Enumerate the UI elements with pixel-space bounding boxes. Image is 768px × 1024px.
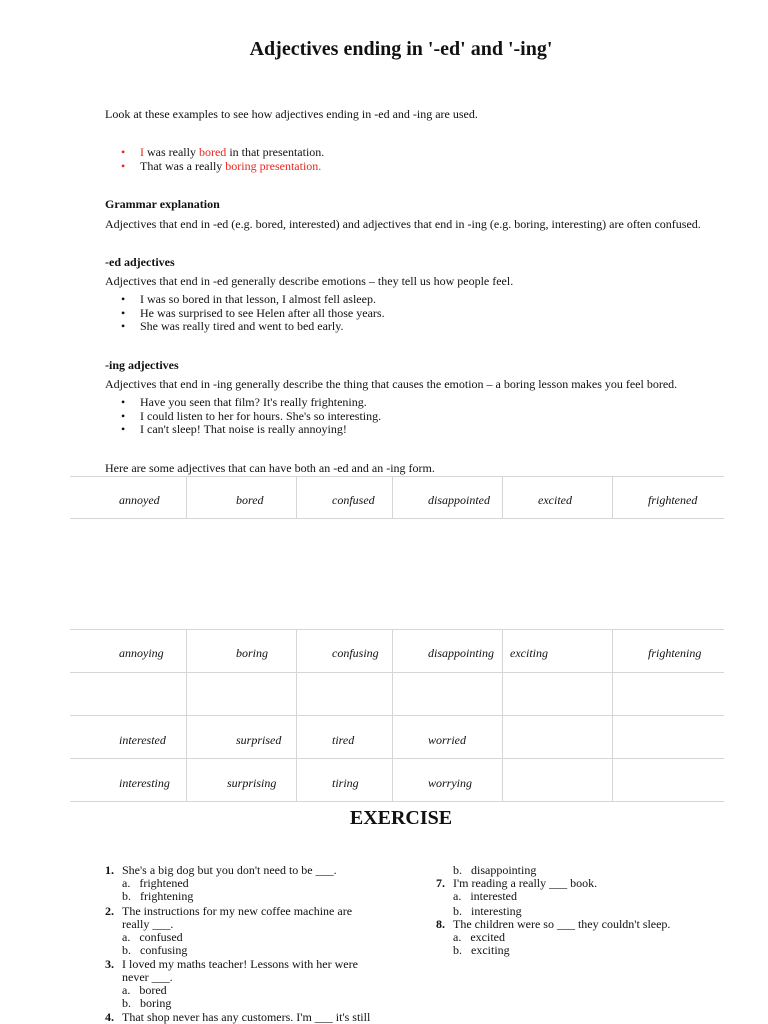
page-title: Adjectives ending in '-ed' and '-ing': [249, 38, 553, 60]
question-8: 8. The children were so ___ they couldn't sleep.: [436, 917, 671, 931]
table-cell: boring: [236, 646, 269, 660]
table-cell: frightened: [648, 493, 698, 507]
table-cell: worrying: [428, 776, 473, 790]
highlighted-word: boring presentation.: [225, 158, 322, 173]
table-cell: exciting: [510, 646, 548, 660]
example-list: [105, 146, 324, 173]
exercise-title: EXERCISE: [349, 807, 453, 829]
ing-heading: -ing adjectives: [105, 358, 179, 372]
highlighted-word: I: [140, 145, 144, 159]
question-1-option-b[interactable]: b. frightening: [122, 889, 194, 903]
question-3-option-a[interactable]: a. bored: [122, 983, 167, 997]
grammar-text: Adjectives that end in -ed (e.g. bored, interested) and adjectives that end in -ing (e.g. boring, interesting) are often confused.: [105, 217, 701, 231]
list-item: • I could listen to her for hours. She's so interesting.: [121, 408, 382, 423]
highlighted-word: bored: [198, 145, 227, 159]
question-2-option-a[interactable]: a. confused: [122, 930, 183, 944]
intro-text: Look at these examples to see how adjectives ending in -ed and -ing are used.: [105, 107, 478, 121]
question-2: 2. The instructions for my new coffee machine are really ___.: [105, 904, 353, 931]
ed-examples: [105, 293, 385, 334]
sentence-text: in that presentation.: [226, 145, 325, 159]
question-1: 1. She's a big dog but you don't need to be ___.: [105, 863, 337, 877]
question-8-option-a[interactable]: a. excited: [453, 930, 505, 944]
question-7-option-a[interactable]: a. interested: [453, 889, 517, 903]
table-cell: tired: [332, 733, 355, 747]
table-cell: worried: [428, 733, 467, 747]
question-7-option-b[interactable]: b. interesting: [453, 904, 522, 918]
list-item: • I can't sleep! That noise is really annoying!: [121, 422, 347, 436]
sentence-text: was really: [144, 145, 199, 159]
ed-heading: -ed adjectives: [105, 255, 175, 269]
table-cell: bored: [236, 493, 264, 507]
sentence-text: That was a really: [140, 158, 226, 173]
table-cell: frightening: [648, 646, 702, 660]
list-item: • She was really tired and went to bed early.: [121, 319, 344, 333]
question-7: 7. I'm reading a really ___ book.: [436, 876, 598, 890]
example-item: • That was a really boring presentation.: [121, 158, 322, 173]
table-cell: interested: [119, 733, 166, 747]
table-cell: confusing: [332, 646, 379, 660]
example-sentence: [140, 159, 321, 173]
grammar-heading: Grammar explanation: [105, 197, 220, 211]
example-sentence: [140, 145, 324, 159]
question-3-option-b[interactable]: b. boring: [122, 996, 172, 1010]
table-cell: annoying: [119, 646, 164, 660]
ing-examples: [105, 396, 381, 437]
ed-text: Adjectives that end in -ed generally describe emotions – they tell us how people feel.: [105, 274, 514, 288]
list-item: • He was surprised to see Helen after all those years.: [121, 305, 385, 320]
example-item: • I was really bored in that presentation.: [121, 145, 325, 159]
table-cell: surprising: [227, 776, 277, 790]
table-cell: disappointed: [428, 493, 490, 507]
list-item: • Have you seen that film? It's really frightening.: [121, 395, 367, 409]
table-intro: Here are some adjectives that can have both an -ed and an -ing form.: [105, 461, 435, 475]
question-6-option-b[interactable]: b. disappointing: [453, 863, 537, 877]
question-2-option-b[interactable]: b. confusing: [122, 943, 188, 957]
question-4: 4. That shop never has any customers. I'm ___ it's still: [105, 1010, 371, 1024]
table-cell: surprised: [236, 733, 282, 747]
question-1-option-a[interactable]: a. frightened: [122, 876, 189, 890]
table-cell: disappointing: [428, 646, 495, 660]
ing-text: Adjectives that end in -ing generally describe the thing that causes the emotion – a boring lesson makes you feel bored.: [105, 377, 678, 391]
table-cell: tiring: [332, 776, 359, 790]
table-cell: annoyed: [119, 493, 160, 507]
table-cell: excited: [538, 493, 572, 507]
table-cell: interesting: [119, 776, 170, 790]
question-3: 3. I loved my maths teacher! Lessons with her were never ___.: [105, 957, 358, 984]
question-8-option-b[interactable]: b. exciting: [453, 943, 510, 957]
table-cell: confused: [332, 493, 375, 507]
list-item: • I was so bored in that lesson, I almost fell asleep.: [121, 292, 376, 306]
